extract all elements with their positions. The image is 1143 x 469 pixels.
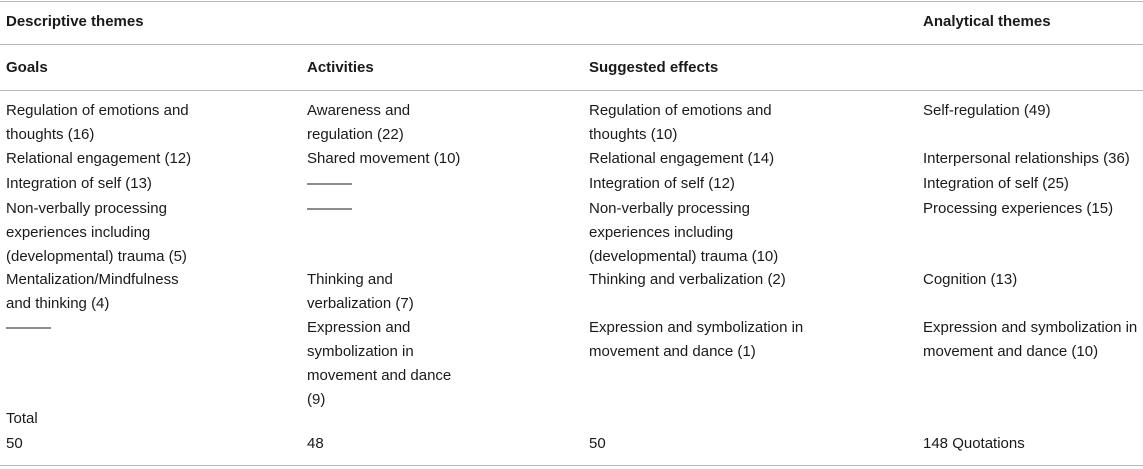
- cell-analytical: Expression and symbolization in movement and dance (10): [923, 319, 1138, 360]
- cell-activities: Shared movement (10): [307, 150, 461, 167]
- cell-effects: Regulation of emotions and thoughts (10): [589, 102, 772, 143]
- cell-effects: Relational engagement (14): [589, 150, 775, 167]
- cell-effects: Non-verbally processing experiences including (developmental) trauma (10): [589, 200, 779, 265]
- cell-analytical: Self-regulation (49): [923, 102, 1051, 119]
- cell-analytical: Integration of self (25): [923, 175, 1069, 192]
- total-effects: 50: [589, 435, 606, 452]
- cell-analytical: Processing experiences (15): [923, 200, 1114, 217]
- cell-activities: Expression and symbolization in movement and dance (9): [307, 319, 452, 408]
- header-suggested-effects: Suggested effects: [589, 59, 719, 76]
- total-activities: 48: [307, 435, 324, 452]
- cell-goals: Relational engagement (12): [6, 150, 192, 167]
- header-rule: [0, 44, 1143, 45]
- cell-activities: ———: [307, 200, 352, 217]
- cell-effects: Thinking and verbalization (2): [589, 271, 786, 288]
- total-label: Total: [6, 410, 38, 427]
- cell-effects: Expression and symbolization in movement and dance (1): [589, 319, 804, 360]
- cell-goals: ———: [6, 319, 51, 336]
- cell-goals: Mentalization/Mindfulness and thinking (4): [6, 271, 179, 312]
- header-descriptive-themes: Descriptive themes: [6, 13, 144, 30]
- header-analytical-themes: Analytical themes: [923, 13, 1051, 30]
- table-top-rule: [0, 1, 1143, 2]
- cell-goals: Non-verbally processing experiences including (developmental) trauma (5): [6, 200, 187, 265]
- header-goals: Goals: [6, 59, 48, 76]
- cell-analytical: Cognition (13): [923, 271, 1018, 288]
- cell-goals: Regulation of emotions and thoughts (16): [6, 102, 189, 143]
- cell-analytical: Interpersonal relationships (36): [923, 150, 1130, 167]
- total-goals: 50: [6, 435, 23, 452]
- cell-activities: Thinking and verbalization (7): [307, 271, 414, 312]
- table-bottom-rule: [0, 465, 1143, 466]
- cell-activities: ———: [307, 175, 352, 192]
- cell-effects: Integration of self (12): [589, 175, 735, 192]
- cell-goals: Integration of self (13): [6, 175, 152, 192]
- cell-activities: Awareness and regulation (22): [307, 102, 411, 143]
- header-activities: Activities: [307, 59, 374, 76]
- subheader-rule: [0, 90, 1143, 91]
- total-analytical: 148 Quotations: [923, 435, 1025, 452]
